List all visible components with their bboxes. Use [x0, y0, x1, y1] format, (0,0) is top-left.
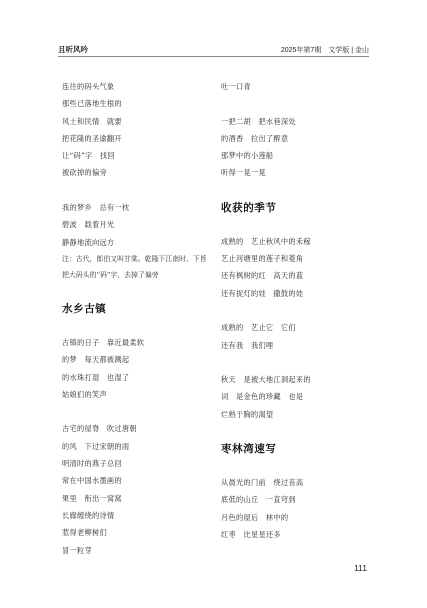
stanza	[221, 371, 371, 423]
poem-line: 让“码”字 找回	[62, 151, 115, 161]
poem-line: 成熟的 艺止秋风中的禾稼	[221, 236, 311, 246]
poem-line: 我的梦乡 总有一枕	[62, 203, 130, 213]
poem-line: 底低的山丘 一直穹到	[221, 495, 296, 505]
poem-line: 那梦中的小莲船	[221, 151, 274, 161]
poem-line: 碧波 载着月光	[62, 220, 115, 230]
poem-line: 长廊缠绕的诗情	[62, 510, 115, 520]
poem-line: 风土和民情 就要	[62, 116, 122, 126]
stanza	[62, 78, 212, 182]
poem-line: 明清时的燕子总回	[62, 459, 122, 469]
poem-line: 古镇的日子 靠近最柔软	[62, 337, 145, 347]
right-column	[221, 78, 371, 543]
section-title: 收获的季节	[221, 201, 277, 214]
column-name: 且听风吟	[58, 45, 88, 54]
page-number: 111	[354, 563, 367, 573]
poem-line: 被砍掉的偏旁	[62, 168, 107, 178]
stanza	[62, 334, 212, 403]
poem-line: 艺止河塘里的莲子和菱角	[221, 254, 304, 264]
poem-line: 果里 衔出一窝窝	[62, 493, 122, 503]
poem-line: 成熟的 艺止它 它们	[221, 323, 296, 333]
poem-line: 还有我 我们哩	[221, 340, 274, 350]
poem-line: 秋天 是被大地江洞起来的	[221, 375, 311, 385]
section-title: 枣林湾速写	[221, 443, 277, 456]
stanza	[62, 420, 212, 558]
poem-line: 静静地流向远方	[62, 237, 115, 247]
footnote: 注：古代，郎伯又叫甘棠。乾隆下江南时，下旨把大码头的“码”字，去掉了偏旁	[62, 254, 207, 279]
poem-title: 吐一口青	[221, 82, 251, 91]
poem-line: 把花隆的圣谕翻开	[62, 133, 122, 143]
poem-line: 烂熟于胸的渴望	[221, 409, 274, 419]
header-rule	[58, 56, 369, 57]
left-column	[62, 78, 212, 559]
poem-line: 从晨光的门前 绕过丧高	[221, 478, 304, 488]
poem-line: 的风 下过宋朝的雨	[62, 441, 130, 451]
poem-line: 姑娘们的笑声	[62, 389, 107, 399]
poem-line: 听得一晃一晃	[221, 168, 266, 178]
issue-info: 2025年第7期 文学版 | 金山	[280, 46, 369, 54]
section-title: 水乡古镇	[62, 302, 107, 315]
poem-line: 的梦 每天都被溅起	[62, 355, 130, 365]
poem-line: 惹得老柳树们	[62, 528, 107, 538]
poem-line: 的酒香 拉出了醉意	[221, 133, 289, 143]
poem-line: 红枣 比星星还多	[221, 529, 281, 539]
poem-line: 一把二胡 把水巷深处	[221, 116, 296, 126]
poem-line: 连往的码头气象	[62, 82, 115, 91]
page-header	[58, 44, 369, 55]
poem-line: 还有枫树的红 高天的蓝	[221, 271, 304, 281]
poem-line: 那些已落地生根的	[62, 99, 122, 109]
poem-line: 月色的屋后 林中的	[221, 512, 289, 522]
poem-line: 还有捉灯的娃 撒鼓的娃	[221, 288, 304, 298]
poem-line: 的水珠打湿 也湿了	[62, 372, 130, 382]
stanza	[221, 474, 371, 543]
poem-line: 冒一粒芽	[62, 545, 92, 555]
stanza	[62, 199, 212, 251]
stanza	[221, 319, 371, 354]
stanza	[221, 113, 371, 182]
poem-line: 常在中国水墨画的	[62, 476, 122, 486]
poem-line: 古宅的屋脊 吹过唐朝	[62, 424, 137, 434]
stanza	[221, 233, 371, 302]
poem-line: 词 是金色的珍藏 也是	[221, 392, 304, 402]
